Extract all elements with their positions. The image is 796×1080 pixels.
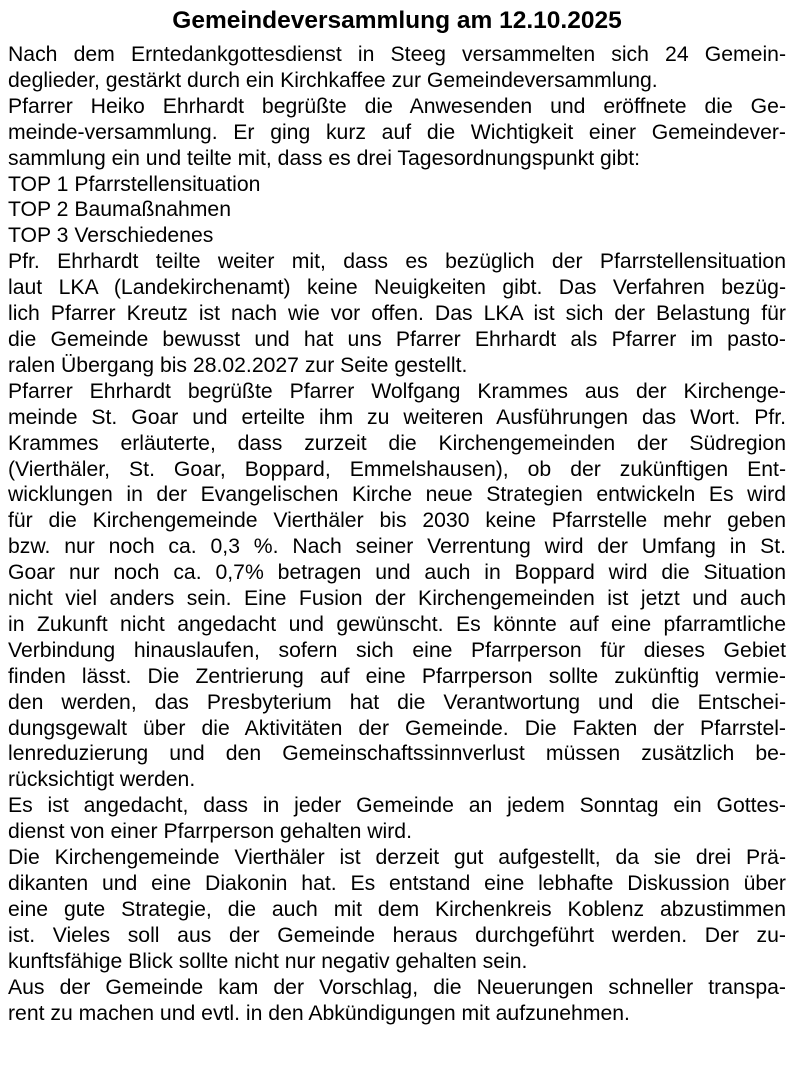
text-line: dienst von einer Pfarrperson gehalten wird. bbox=[8, 820, 412, 844]
text-line: in Zukunft nicht angedacht und gewünscht. Es könnte auf eine pfarramtliche bbox=[8, 612, 786, 636]
text-line: TOP 3 Verschiedenes bbox=[8, 224, 214, 248]
text-line: meinde-versammlung. Er ging kurz auf die Wichtigkeit einer Gemeindever- bbox=[8, 120, 786, 144]
text-line: deglieder, gestärkt durch ein Kirchkaffee zur Gemeindeversammlung. bbox=[8, 68, 658, 92]
text-line: laut LKA (Landekirchenamt) keine Neuigkeiten gibt. Das Verfahren bezüg- bbox=[8, 276, 786, 300]
text-line: meinde St. Goar und erteilte ihm zu weiteren Ausführungen das Wort. Pfr. bbox=[8, 405, 786, 429]
text-line: eine gute Strategie, die auch mit dem Kirchenkreis Koblenz abzustimmen bbox=[8, 897, 786, 921]
text-line: kunftsfähige Blick sollte nicht nur negativ gehalten sein. bbox=[8, 949, 528, 973]
text-line: dikanten und eine Diakonin hat. Es entstand eine lebhafte Diskussion über bbox=[8, 872, 786, 895]
text-line: für die Kirchengemeinde Vierthäler bis 2030 keine Pfarrstelle mehr geben bbox=[8, 509, 786, 533]
text-line: Pfr. Ehrhardt teilte weiter mit, dass es bezüglich der Pfarrstellensituation bbox=[8, 250, 786, 274]
text-line: rent zu machen und evtl. in den Abkündigungen mit aufzunehmen. bbox=[8, 1001, 630, 1025]
text-line: TOP 2 Baumaßnahmen bbox=[8, 198, 231, 222]
text-line: bzw. nur noch ca. 0,3 %. Nach seiner Verrentung wird der Umfang in St. bbox=[8, 535, 786, 559]
text-line: rücksichtigt werden. bbox=[8, 768, 196, 792]
text-line: Krammes erläuterte, dass zurzeit die Kirchengemeinden der Südregion bbox=[8, 431, 786, 455]
text-line: wicklungen in der Evangelischen Kirche neue Strategien entwickeln Es wird bbox=[8, 483, 786, 507]
text-line: sammlung ein und teilte mit, dass es drei Tagesordnungspunkt gibt: bbox=[8, 146, 641, 170]
text-line: dungsgewalt über die Aktivitäten der Gemeinde. Die Fakten der Pfarrstel- bbox=[8, 716, 786, 740]
text-line: (Vierthäler, St. Goar, Boppard, Emmelshausen), ob der zukünftigen Ent- bbox=[8, 457, 786, 481]
document-title: Gemeindeversammlung am 12.10.2025 bbox=[172, 7, 622, 34]
document-body bbox=[8, 42, 786, 1026]
text-line: finden lässt. Die Zentrierung auf eine Pfarrperson sollte zukünftig vermie- bbox=[8, 664, 786, 688]
text-line: Pfarrer Ehrhardt begrüßte Pfarrer Wolfgang Krammes aus der Kirchenge- bbox=[8, 379, 786, 403]
text-line: den werden, das Presbyterium hat die Verantwortung und die Entschei- bbox=[8, 690, 786, 714]
text-line: lenreduzierung und den Gemeinschaftssinnverlust müssen zusätzlich be- bbox=[8, 742, 786, 766]
text-line: Goar nur noch ca. 0,7% betragen und auch in Boppard wird die Situation bbox=[8, 561, 786, 585]
text-line: ist. Vieles soll aus der Gemeinde heraus durchgeführt werden. Der zu- bbox=[8, 923, 786, 947]
text-line: Verbindung hinauslaufen, sofern sich eine Pfarrperson für dieses Gebiet bbox=[8, 638, 786, 662]
text-line: Pfarrer Heiko Ehrhardt begrüßte die Anwesenden und eröffnete die Ge- bbox=[8, 94, 786, 118]
text-line: Es ist angedacht, dass in jeder Gemeinde an jedem Sonntag ein Gottes- bbox=[8, 794, 786, 818]
text-line: Nach dem Erntedankgottesdienst in Steeg versammelten sich 24 Gemein- bbox=[8, 43, 786, 66]
text-line: ralen Übergang bis 28.02.2027 zur Seite gestellt. bbox=[8, 353, 468, 377]
text-line: Die Kirchengemeinde Vierthäler ist derzeit gut aufgestellt, da sie drei Prä- bbox=[8, 846, 786, 870]
text-line: lich Pfarrer Kreutz ist nach wie vor offen. Das LKA ist sich der Belastung für bbox=[8, 302, 786, 326]
text-line: nicht viel anders sein. Eine Fusion der Kirchengemeinden ist jetzt und auch bbox=[8, 587, 786, 611]
text-line: die Gemeinde bewusst und hat uns Pfarrer Ehrhardt als Pfarrer im pasto- bbox=[8, 327, 786, 351]
text-line: Aus der Gemeinde kam der Vorschlag, die Neuerungen schneller transpa- bbox=[8, 975, 786, 999]
text-line: TOP 1 Pfarrstellensituation bbox=[8, 172, 261, 196]
